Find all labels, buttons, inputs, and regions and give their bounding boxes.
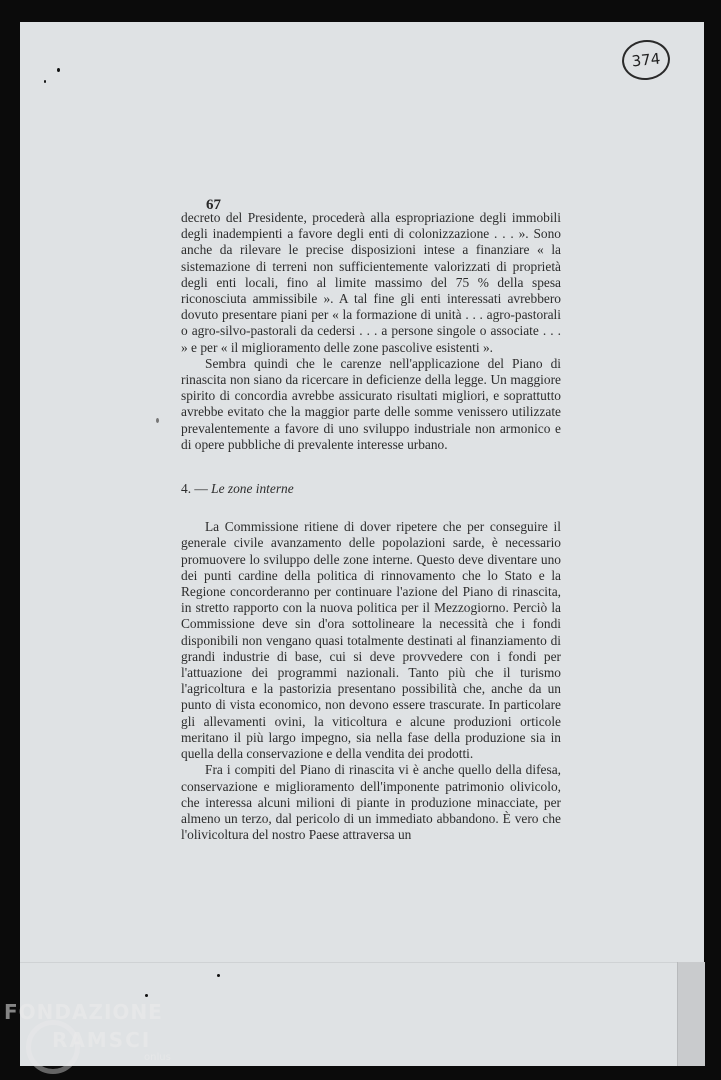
section-number: 4. — (181, 481, 208, 497)
paragraph: La Commissione ritiene di dover ripetere che per conseguire il generale civile avanzamento delle popolazioni sarde, è necessario promuovere lo sviluppo delle zone interne. Questo deve diventare uno dei punti cardine della politica di rinnovamento che lo Stato e la Regione concorderanno per continuare l'azione del Piano di rinascita, in stretto rapporto con la nuova politica per il Mezzogiorno. Perciò la Commissione deve sin d'ora sottolineare la necessità che i fondi disponibili non vengano quasi totalmente destinati al finanziamento di grandi industrie di base, cui si deve provvedere con i fondi per l'attuazione dei programmi nazionali. Tanto più che il turismo l'agricoltura e la pastorizia presentano possibilità che, anche da un punto di vista economico, non devono essere trascurate. In particolare gli allevamenti ovini, la viticoltura e alcune produzioni orticole meritano il più largo impegno, sia nella fase della produzione sia in quella della conservazione e della vendita dei prodotti. (181, 519, 561, 762)
watermark-line1: FONDAZIONE (4, 1000, 163, 1024)
section-title: Le zone interne (211, 481, 294, 497)
watermark-logo (4, 1000, 204, 1080)
watermark-line2: RAMSCI (52, 1028, 152, 1052)
paragraph: Sembra quindi che le carenze nell'applicazione del Piano di rinascita non siano da ricercare in deficienze della legge. Un maggiore spirito di concordia avrebbe assicurato risultati migliori, e soprattutto avrebbe evitato che la maggior parte delle somme venissero utilizzate prevalentemente a favore di uno sviluppo industriale non armonico e di opere pubbliche di prevalente interesse urbano. (181, 355, 561, 452)
paper-speck (57, 68, 60, 72)
archive-number-stamp: 374 (620, 38, 672, 83)
page-edge-strip (677, 962, 705, 1066)
watermark-suffix: onlus (144, 1052, 171, 1063)
paper-speck (217, 974, 220, 977)
section-heading (181, 481, 561, 497)
paper-speck (44, 80, 46, 83)
page-fold-line (20, 962, 704, 963)
page-number: 67 (206, 197, 221, 213)
body-text (181, 210, 561, 843)
paper-speck (156, 418, 159, 423)
paragraph: decreto del Presidente, procederà alla espropriazione degli immobili degli inadempienti a favore degli enti di colonizzazione . . . ». Sono anche da rilevare le precise disposizioni intese a finanziare « la sistemazione di terreni non sufficientemente valorizzati di proprietà degli enti locali, fino al limite massimo del 75 % della spesa riconosciuta ammissibile ». A tal fine gli enti interessati avrebbero dovuto presentare piani per « la formazione di unità . . . agro-pastorali o agro-silvo-pastorali da cedersi . . . a persone singole o associate . . . » e per « il miglioramento delle zone pascolive esistenti ». (181, 210, 561, 355)
paper-speck (145, 994, 148, 997)
document-page (20, 22, 704, 1066)
paragraph: Fra i compiti del Piano di rinascita vi è anche quello della difesa, conservazione e miglioramento dell'imponente patrimonio olivicolo, che interessa alcuni milioni di piante in produzione minacciate, per almeno un terzo, dal pericolo di un immediato abbandono. È vero che l'olivicoltura del nostro Paese attraversa un (181, 762, 561, 843)
